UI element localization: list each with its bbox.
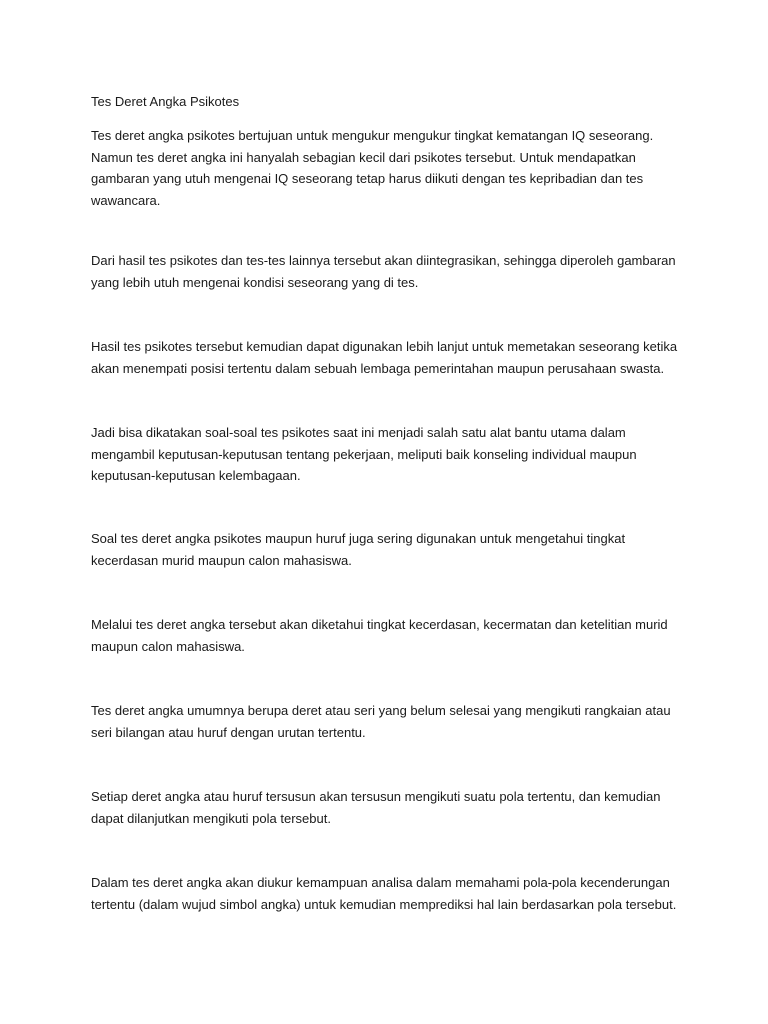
document-title: Tes Deret Angka Psikotes [91, 94, 240, 109]
paragraph-4: Jadi bisa dikatakan soal-soal tes psikotes saat ini menjadi salah satu alat bantu utama dalam mengambil keputusan-keputusan tentang pekerjaan, meliputi baik konseling individual maupun keputusan-keputusan kelembagaan. [91, 425, 637, 483]
paragraph-9: Dalam tes deret angka akan diukur kemampuan analisa dalam memahami pola-pola kecenderungan tertentu (dalam wujud simbol angka) untuk kemudian memprediksi hal lain berdasarkan pola tersebut. [91, 875, 677, 912]
paragraph-6: Melalui tes deret angka tersebut akan diketahui tingkat kecerdasan, kecermatan dan ketelitian murid maupun calon mahasiswa. [91, 617, 668, 654]
paragraph-5: Soal tes deret angka psikotes maupun huruf juga sering digunakan untuk mengetahui tingkat kecerdasan murid maupun calon mahasiswa. [91, 531, 626, 568]
paragraph-3: Hasil tes psikotes tersebut kemudian dapat digunakan lebih lanjut untuk memetakan seseorang ketika akan menempati posisi tertentu dalam sebuah lembaga pemerintahan maupun perusahaan swasta. [91, 339, 678, 376]
paragraph-2: Dari hasil tes psikotes dan tes-tes lainnya tersebut akan diintegrasikan, sehingga diperoleh gambaran yang lebih utuh mengenai kondisi seseorang yang di tes. [91, 253, 676, 290]
paragraph-1: Tes deret angka psikotes bertujuan untuk mengukur mengukur tingkat kematangan IQ seseorang. Namun tes deret angka ini hanyalah sebagian kecil dari psikotes tersebut. Untuk mendapatkan gambaran yang utuh mengenai IQ seseorang tetap harus diikuti dengan tes kepribadian dan tes wawancara. [91, 128, 654, 208]
paragraph-8: Setiap deret angka atau huruf tersusun akan tersusun mengikuti suatu pola tertentu, dan kemudian dapat dilanjutkan mengikuti pola tersebut. [91, 789, 661, 826]
paragraph-7: Tes deret angka umumnya berupa deret atau seri yang belum selesai yang mengikuti rangkaian atau seri bilangan atau huruf dengan urutan tertentu. [91, 703, 671, 740]
